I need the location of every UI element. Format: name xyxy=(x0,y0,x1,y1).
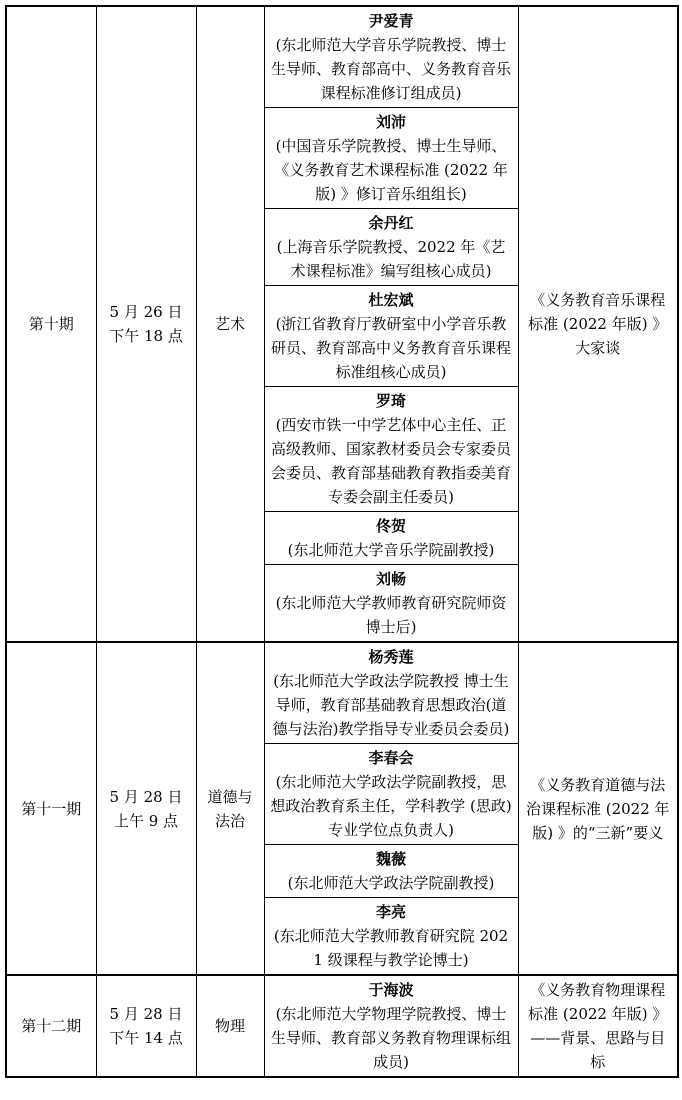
speaker-name: 杨秀莲 xyxy=(368,648,414,666)
speaker-desc: (东北师范大学教师教育研究院师资博士后) xyxy=(275,594,507,636)
speaker-cell xyxy=(264,387,518,512)
speaker-name: 杜宏斌 xyxy=(368,291,414,309)
speaker-cell xyxy=(264,975,518,1077)
speaker-cell xyxy=(264,209,518,286)
speaker-cell xyxy=(264,845,518,898)
topic-cell: 《义务教育音乐课程标准 (2022 年版) 》大家谈 xyxy=(518,6,678,642)
speaker-cell xyxy=(264,565,518,643)
speaker-desc: (西安市铁一中学艺体中心主任、正高级教师、国家教材委员会专家委员会委员、教育部基础教育教指委美育专委会副主任委员) xyxy=(270,416,511,506)
datetime-cell xyxy=(96,642,196,975)
table-row xyxy=(6,975,678,1077)
session-cell: 第十期 xyxy=(6,6,96,642)
speaker-cell xyxy=(264,108,518,209)
speaker-cell xyxy=(264,512,518,565)
subject-cell: 物理 xyxy=(196,975,264,1077)
speaker-cell xyxy=(264,6,518,108)
speaker-name: 刘畅 xyxy=(375,570,406,588)
session-cell: 第十一期 xyxy=(6,642,96,975)
speaker-desc: (东北师范大学音乐学院教授、博士生导师、教育部高中、义务教育音乐课程标准修订组成员) xyxy=(270,36,511,102)
speaker-name: 余丹红 xyxy=(368,214,414,232)
topic-cell: 《义务教育物理课程标准 (2022 年版) 》——背景、思路与目标 xyxy=(518,975,678,1077)
speaker-desc: (东北师范大学教师教育研究院 2021 级课程与教学论博士) xyxy=(273,927,509,969)
speaker-name: 于海波 xyxy=(368,981,414,999)
speaker-cell xyxy=(264,286,518,387)
schedule-table xyxy=(5,5,679,1078)
speaker-name: 李春会 xyxy=(368,749,414,767)
speaker-desc: (东北师范大学政法学院副教授) xyxy=(287,874,495,892)
date-text: 5 月 28 日 xyxy=(109,787,183,806)
subject-cell: 艺术 xyxy=(196,6,264,642)
datetime-cell xyxy=(96,975,196,1077)
time-text: 上午 9 点 xyxy=(113,811,179,830)
speaker-desc: (东北师范大学音乐学院副教授) xyxy=(287,541,495,559)
time-text: 下午 14 点 xyxy=(109,1029,183,1047)
speaker-name: 刘沛 xyxy=(375,113,406,131)
speaker-desc: (东北师范大学政法学院副教授，思想政治教育系主任，学科教学 (思政) 专业学位点负责人) xyxy=(270,773,512,839)
subject-cell: 道德与法治 xyxy=(196,642,264,975)
date-text: 5 月 28 日 xyxy=(109,1005,183,1023)
speaker-desc: (中国音乐学院教授、博士生导师、《义务教育艺术课程标准 (2022 年版) 》修订音乐组组长) xyxy=(274,137,508,203)
speaker-desc: (东北师范大学物理学院教授、博士生导师、教育部义务教育物理课标组成员) xyxy=(270,1005,511,1071)
speaker-desc: (东北师范大学政法学院教授 博士生导师，教育部基础教育思想政治(道德与法治)教学指导专业委员会委员) xyxy=(272,672,510,738)
table-row xyxy=(6,6,678,108)
speaker-cell xyxy=(264,642,518,744)
speaker-name: 佟贺 xyxy=(375,517,406,535)
speaker-cell xyxy=(264,898,518,976)
speaker-cell xyxy=(264,744,518,845)
speaker-desc: (浙江省教育厅教研室中小学音乐教研员、教育部高中义务教育音乐课程标准组核心成员) xyxy=(270,315,511,381)
speaker-desc: (上海音乐学院教授、2022 年《艺术课程标准》编写组核心成员) xyxy=(276,238,506,280)
speaker-name: 魏薇 xyxy=(375,850,406,868)
topic-cell: 《义务教育道德与法治课程标准 (2022 年版) 》的“三新”要义 xyxy=(518,642,678,975)
datetime-cell xyxy=(96,6,196,642)
speaker-name: 尹爱青 xyxy=(368,12,414,30)
date-text: 5 月 26 日 xyxy=(109,303,183,321)
time-text: 下午 18 点 xyxy=(109,327,183,345)
session-cell: 第十二期 xyxy=(6,975,96,1077)
speaker-name: 李亮 xyxy=(375,903,406,921)
speaker-name: 罗琦 xyxy=(375,392,406,410)
table-row xyxy=(6,642,678,744)
